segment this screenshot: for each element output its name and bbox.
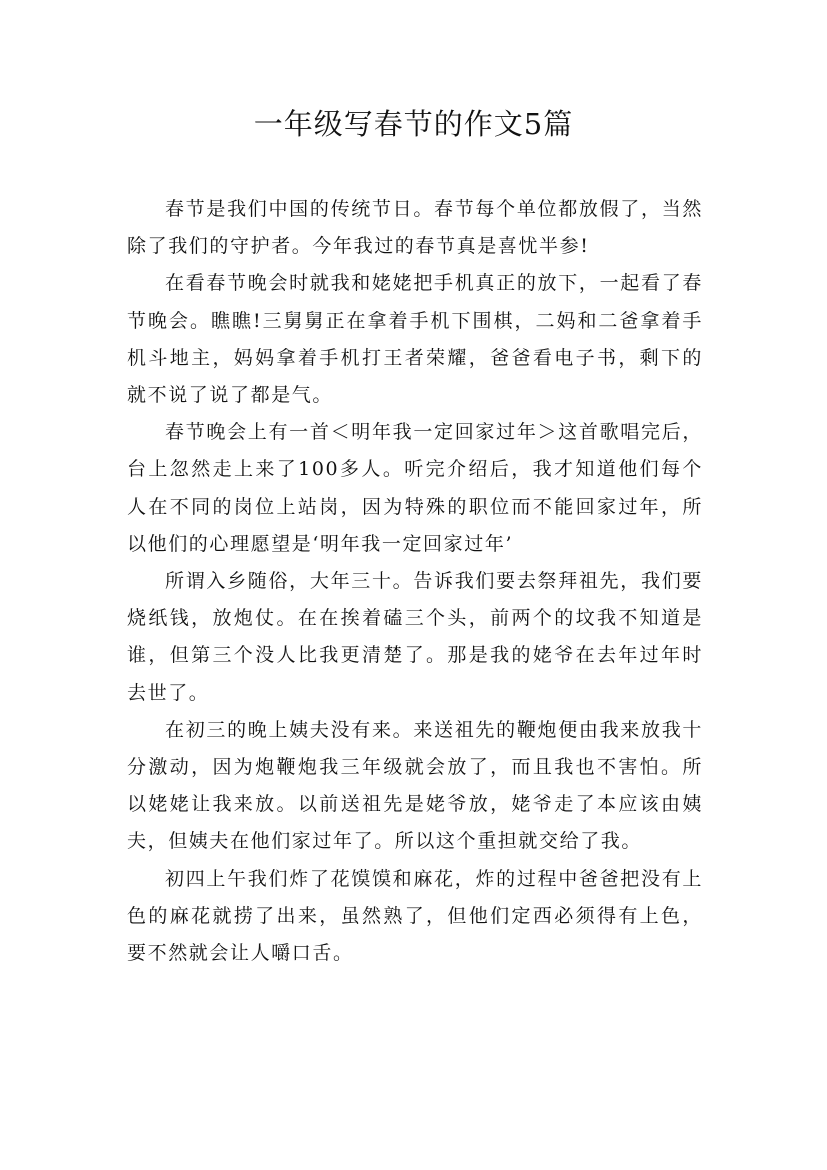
paragraph-4: 所谓入乡随俗，大年三十。告诉我们要去祭拜祖先，我们要烧纸钱，放炮仗。在在挨着磕三个头，前两个的坟我不知道是谁，但第三个没人比我更清楚了。那是我的姥爷在去年过年时去世了。	[127, 570, 703, 704]
document-body	[127, 191, 703, 972]
paragraph-2: 在看春节晚会时就我和姥姥把手机真正的放下，一起看了春节晚会。瞧瞧!三舅舅正在拿着手机下围棋，二妈和二爸拿着手机斗地主，妈妈拿着手机打王者荣耀，爸爸看电子书，剩下的就不说了说了都是气。	[127, 272, 703, 407]
paragraph-6: 初四上午我们炸了花馍馍和麻花，炸的过程中爸爸把没有上色的麻花就捞了出来，虽然熟了，但他们定西必须得有上色，要不然就会让人嚼口舌。	[127, 867, 703, 965]
document-title: 一年级写春节的作文5篇	[253, 107, 574, 141]
paragraph-1: 春节是我们中国的传统节日。春节每个单位都放假了，当然除了我们的守护者。今年我过的春节真是喜忧半参!	[127, 198, 703, 258]
paragraph-5: 在初三的晚上姨夫没有来。来送祖先的鞭炮便由我来放我十分激动，因为炮鞭炮我三年级就会放了，而且我也不害怕。所以姥姥让我来放。以前送祖先是姥爷放，姥爷走了本应该由姨夫，但姨夫在他们家过年了。所以这个重担就交给了我。	[127, 718, 703, 853]
paragraph-3: 春节晚会上有一首＜明年我一定回家过年＞这首歌唱完后，台上忽然走上来了100多人。听完介绍后，我才知道他们每个人在不同的岗位上站岗，因为特殊的职位而不能回家过年，所以他们的心理愿望是‘明年我一定回家过年’	[127, 421, 703, 555]
